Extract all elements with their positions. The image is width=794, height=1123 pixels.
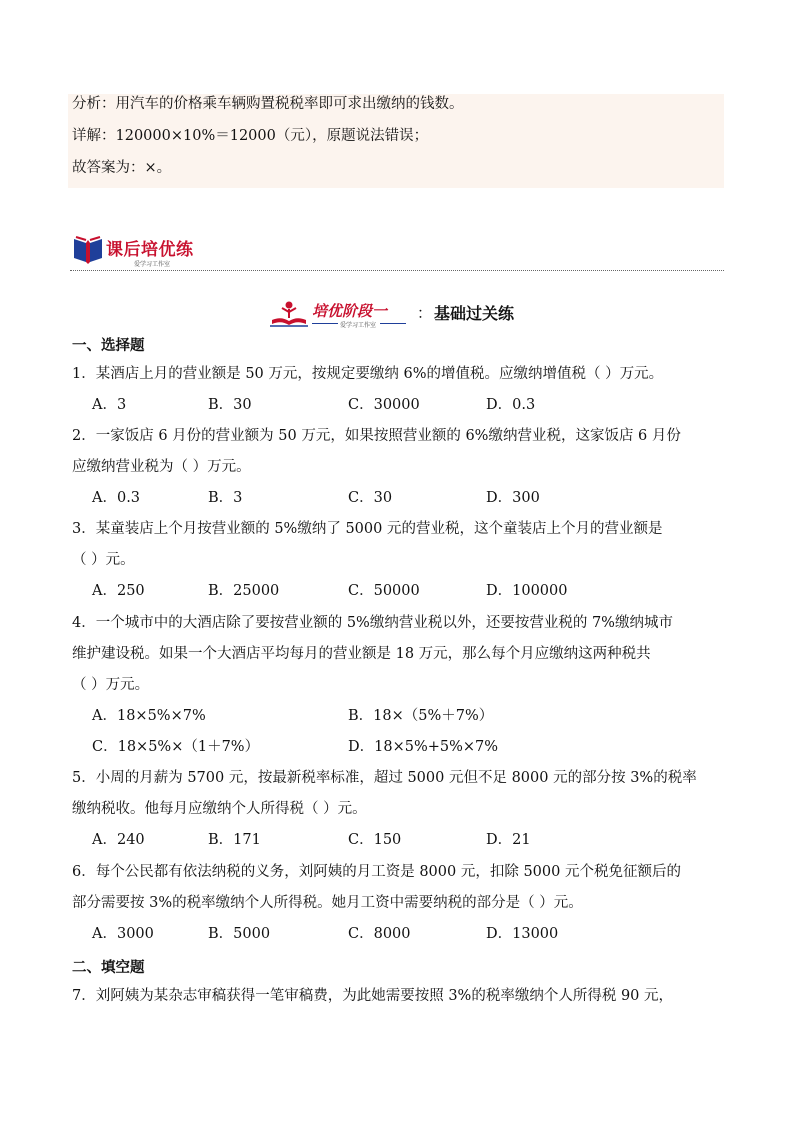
solution-line: 详解：120000×10%＝12000（元），原题说法错误； <box>72 128 429 144</box>
q4-option-b: B．18×（5%＋7%） <box>348 708 494 724</box>
question-3-cont: （ ）元。 <box>72 552 135 568</box>
question-2-cont: 应缴纳营业税为（ ）万元。 <box>72 459 251 475</box>
q4-option-a: A．18×5%×7% <box>92 708 206 724</box>
section-heading-choice: 一、选择题 <box>72 338 145 354</box>
q3-option-a: A．250 <box>92 583 145 599</box>
question-5-cont: 缴纳税收。他每月应缴纳个人所得税（ ）元。 <box>72 801 367 817</box>
question-7: 7．刘阿姨为某杂志审稿获得一笔审稿费，为此她需要按照 3%的税率缴纳个人所得税 90 元， <box>72 988 674 1004</box>
badge-title: 课后培优练 <box>106 240 194 260</box>
book-icon <box>72 234 104 264</box>
analysis-box <box>68 94 724 188</box>
q2-option-b: B．3 <box>208 490 243 506</box>
q6-option-b: B．5000 <box>208 926 271 942</box>
q1-option-d: D．0.3 <box>486 397 536 413</box>
stage-colon: ： <box>417 304 433 322</box>
q2-option-a: A．0.3 <box>92 490 141 506</box>
question-4-cont: 维护建设税。如果一个大酒店平均每月的营业额是 18 万元，那么每个月应缴纳这两种税共 <box>72 646 651 662</box>
stage-subtitle: 基础过关练 <box>434 304 515 323</box>
caption-rule-left <box>312 323 338 324</box>
q2-option-d: D．300 <box>486 490 540 506</box>
stage-small-caption: 爱学习工作室 <box>340 322 377 329</box>
q5-option-b: B．171 <box>208 832 261 848</box>
q6-option-c: C．8000 <box>348 926 411 942</box>
question-1: 1．某酒店上月的营业额是 50 万元，按规定要缴纳 6%的增值税。应缴纳增值税（ ）万元。 <box>72 366 664 382</box>
question-6: 6．每个公民都有依法纳税的义务，刘阿姨的月工资是 8000 元，扣除 5000 元个税免征额后的 <box>72 864 681 880</box>
question-5: 5．小周的月薪为 5700 元，按最新税率标准，超过 5000 元但不足 8000 元的部分按 3%的税率 <box>72 770 697 786</box>
question-2: 2．一家饭店 6 月份的营业额为 50 万元，如果按照营业额的 6%缴纳营业税，这家饭店 6 月份 <box>72 428 681 444</box>
question-6-cont: 部分需要按 3%的税率缴纳个人所得税。她月工资中需要纳税的部分是（ ）元。 <box>72 895 583 911</box>
q4-option-d: D．18×5%+5%×7% <box>348 739 499 755</box>
q1-option-b: B．30 <box>208 397 252 413</box>
question-3: 3．某童装店上个月按营业额的 5%缴纳了 5000 元的营业税，这个童装店上个月的营业额是 <box>72 521 663 537</box>
q1-option-a: A．3 <box>92 397 127 413</box>
dotted-divider <box>70 270 724 271</box>
q4-option-c: C．18×5%×（1＋7%） <box>92 739 260 755</box>
q5-option-d: D．21 <box>486 832 531 848</box>
answer-line: 故答案为：×。 <box>72 160 172 176</box>
section-heading-fill: 二、填空题 <box>72 960 145 976</box>
q6-option-d: D．13000 <box>486 926 559 942</box>
badge-subtitle: 爱学习工作室 <box>134 261 171 268</box>
stage-title: 培优阶段一 <box>312 302 388 320</box>
q3-option-c: C．50000 <box>348 583 420 599</box>
q3-option-b: B．25000 <box>208 583 280 599</box>
q3-option-d: D．100000 <box>486 583 568 599</box>
q6-option-a: A．3000 <box>92 926 154 942</box>
q5-option-c: C．150 <box>348 832 402 848</box>
q5-option-a: A．240 <box>92 832 145 848</box>
analysis-line: 分析：用汽车的价格乘车辆购置税税率即可求出缴纳的钱数。 <box>72 96 464 112</box>
reading-figure-icon <box>268 300 310 328</box>
question-4: 4．一个城市中的大酒店除了要按营业额的 5%缴纳营业税以外，还要按营业税的 7%缴纳城市 <box>72 615 673 631</box>
q1-option-c: C．30000 <box>348 397 420 413</box>
after-class-header <box>72 234 222 270</box>
q2-option-c: C．30 <box>348 490 393 506</box>
caption-rule-right <box>380 323 406 324</box>
question-4-cont2: （ ）万元。 <box>72 677 150 693</box>
